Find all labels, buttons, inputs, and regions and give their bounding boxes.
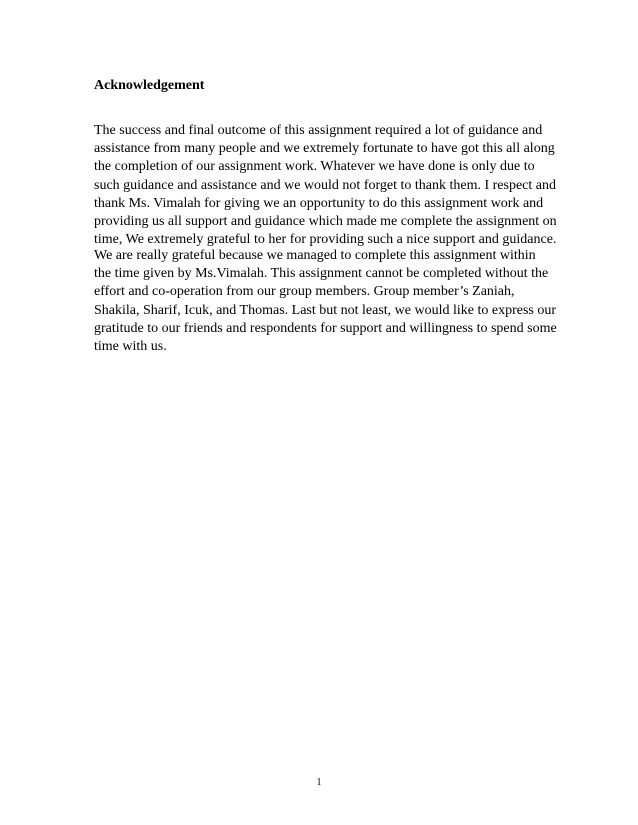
page-number: 1 — [316, 777, 322, 788]
paragraph-line: thank Ms. Vimalah for giving we an opportunity to do this assignment work and — [94, 195, 544, 211]
page-title: Acknowledgement — [94, 78, 205, 93]
paragraph-line: providing us all support and guidance which made me complete the assignment on — [94, 214, 557, 230]
paragraph-line: gratitude to our friends and respondents for support and willingness to spend some — [94, 320, 557, 336]
paragraph-line: The success and final outcome of this assignment required a lot of guidance and — [94, 123, 543, 138]
paragraph-line: the time given by Ms.Vimalah. This assignment cannot be completed without the — [94, 266, 549, 282]
paragraph-line: the completion of our assignment work. Whatever we have done is only due to — [94, 159, 535, 175]
paragraph-line: We are really grateful because we managed to complete this assignment within — [94, 248, 536, 263]
acknowledgement-paragraph-2 — [94, 247, 557, 356]
paragraph-line: Shakila, Sharif, Icuk, and Thomas. Last but not least, we would like to express our — [94, 302, 557, 318]
paragraph-line: assistance from many people and we extremely fortunate to have got this all along — [94, 141, 555, 157]
paragraph-line: time with us. — [94, 339, 167, 355]
paragraph-line: such guidance and assistance and we would not forget to thank them. I respect and — [94, 177, 556, 193]
paragraph-line: effort and co-operation from our group members. Group member’s Zaniah, — [94, 284, 515, 300]
paragraph-line: time, We extremely grateful to her for providing such a nice support and guidance. — [94, 232, 557, 248]
acknowledgement-paragraph-1 — [94, 122, 557, 249]
